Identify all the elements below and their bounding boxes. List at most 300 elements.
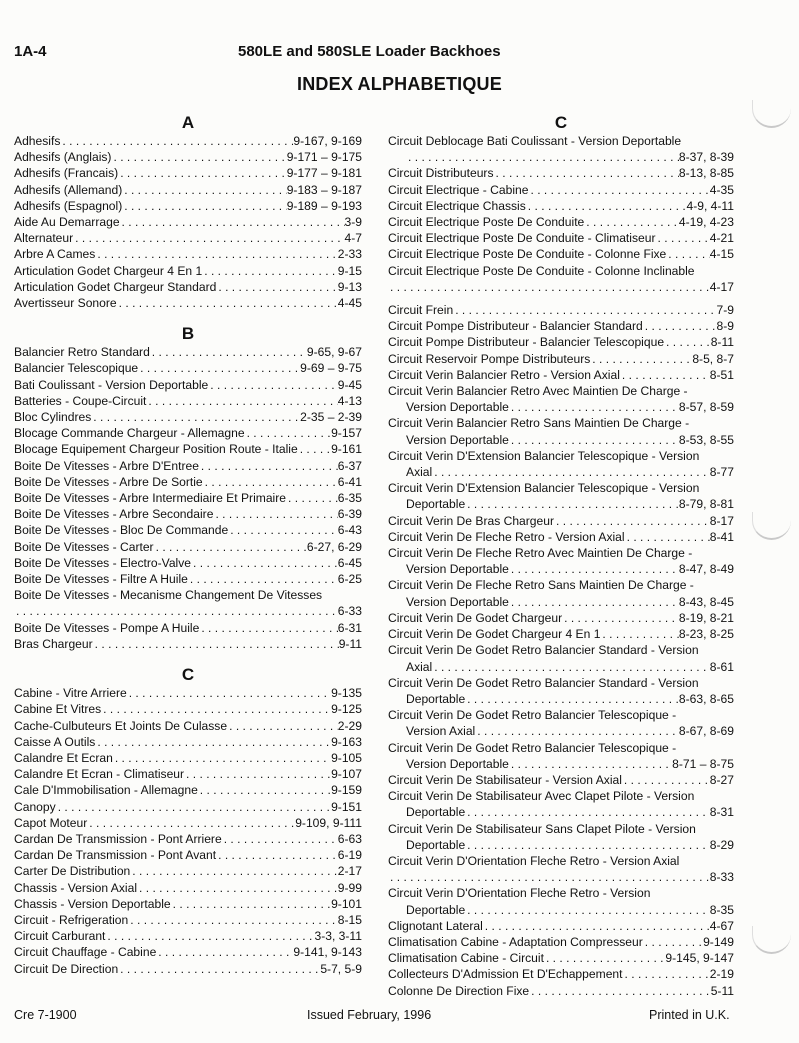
- index-entry-page: 8-15: [337, 912, 362, 927]
- index-entry-label: Circuit Verin De Fleche Retro - Version Axial: [388, 529, 625, 544]
- index-entry-page: 4-45: [337, 296, 362, 311]
- index-entry-label: Circuit Verin De Godet Chargeur: [388, 610, 563, 625]
- index-entry-label: Alternateur: [14, 231, 74, 246]
- dot-leader: [184, 766, 331, 782]
- index-entry-page: 8-77: [709, 465, 734, 480]
- dot-leader: [216, 279, 337, 295]
- dot-leader: [388, 869, 710, 885]
- index-entry: [388, 594, 734, 610]
- index-entry-page: 8-5, 8-7: [692, 351, 734, 366]
- dot-leader: [388, 279, 710, 295]
- dot-leader: [95, 734, 331, 750]
- dot-leader: [529, 983, 711, 999]
- index-entry-page: 9-11: [338, 636, 362, 651]
- index-entry-label: Axial: [406, 465, 433, 480]
- index-entry-wrapped: [388, 448, 734, 480]
- index-entry-page: 8-63, 8-65: [678, 691, 734, 706]
- index-entry-page: 9-101: [331, 896, 362, 911]
- dot-leader: [113, 750, 331, 766]
- index-entry-page: 4-7: [344, 231, 362, 246]
- index-entry: [14, 961, 362, 977]
- index-entry: [14, 133, 362, 149]
- index-entry-label: Adhesifs (Espagnol): [14, 198, 123, 213]
- index-entry: [14, 246, 362, 262]
- index-entry: [14, 441, 362, 457]
- index-entry-page: 8-19, 8-21: [678, 610, 734, 625]
- dot-leader: [509, 432, 679, 448]
- index-entry-page: 8-71 – 8-75: [672, 756, 734, 771]
- index-entry: [14, 425, 362, 441]
- index-entry-page: 6-31: [337, 620, 362, 635]
- index-entry-label: Circuit Verin Balancier Retro Sans Maintien De Charge -: [388, 416, 690, 431]
- index-entry: [388, 367, 734, 383]
- index-entry-page: 5-11: [710, 983, 734, 998]
- index-entry-label: Aide Au Demarrage: [14, 215, 120, 230]
- index-entry-label: Version Deportable: [406, 562, 509, 577]
- index-list-right-c: [388, 513, 734, 545]
- dot-leader: [222, 831, 338, 847]
- index-entry-wrapped: [388, 577, 734, 609]
- dot-leader: [95, 246, 337, 262]
- index-list-c: [14, 685, 362, 977]
- index-entry-page: 9-13: [337, 279, 362, 294]
- index-entry-label: Cale D'Immobilisation - Allemagne: [14, 783, 198, 798]
- index-entry-label: Version Deportable: [406, 756, 509, 771]
- index-entry-page: 8-33: [709, 870, 734, 885]
- index-entry-page: 8-53, 8-55: [678, 432, 734, 447]
- index-entry-page: 9-141, 9-143: [293, 945, 362, 960]
- index-entry-label: Circuit Verin Balancier Retro - Version Axial: [388, 367, 620, 382]
- index-entry-page: 9-105: [331, 750, 362, 765]
- dot-leader: [154, 539, 307, 555]
- dot-leader: [14, 603, 338, 619]
- index-entry-page: 8-79, 8-81: [678, 497, 734, 512]
- index-entry-page: 2-35 – 2-39: [300, 410, 362, 425]
- index-entry-label: Circuit Verin D'Extension Balancier Telescopique - Version: [388, 448, 700, 463]
- dot-leader: [664, 334, 711, 350]
- index-entry-label: Circuit De Direction: [14, 961, 119, 976]
- index-entry-label: Boite De Vitesses - Arbre D'Entree: [14, 458, 199, 473]
- index-entry: [14, 863, 362, 879]
- index-entry-label: Bras Chargeur: [14, 636, 93, 651]
- manual-title: 580LE and 580SLE Loader Backhoes: [238, 43, 501, 60]
- index-entry-label: Boite De Vitesses - Carter: [14, 539, 154, 554]
- index-entry-page: 9-135: [331, 686, 362, 701]
- dot-leader: [245, 425, 331, 441]
- index-entry-page: 9-69 – 9-75: [300, 361, 362, 376]
- index-entry: [388, 934, 734, 950]
- index-entry: [14, 944, 362, 960]
- index-entry-wrapped: [388, 821, 734, 853]
- index-entry-page: 6-25: [337, 572, 362, 587]
- index-entry-label: Batteries - Coupe-Circuit: [14, 393, 147, 408]
- index-list-right-a: [388, 165, 734, 262]
- index-entry: [14, 880, 362, 896]
- index-entry-label: Adhesifs: [14, 134, 61, 148]
- index-entry: [14, 896, 362, 912]
- dot-leader: [60, 133, 293, 149]
- index-entry: [388, 837, 734, 853]
- index-entry-page: 9-161: [331, 442, 362, 457]
- section-letter-b: B: [181, 324, 195, 344]
- index-entry: [14, 539, 362, 555]
- index-entry: [388, 626, 734, 642]
- index-entry: [388, 983, 734, 999]
- index-entry: [388, 772, 734, 788]
- dot-leader: [475, 723, 679, 739]
- index-entry: [14, 409, 362, 425]
- index-entry-label: Boite De Vitesses - Bloc De Commande: [14, 523, 229, 538]
- dot-leader: [465, 837, 710, 853]
- index-entry: [388, 691, 734, 707]
- index-entry-label: Circuit Frein: [388, 303, 454, 318]
- index-entry-label: Circuit Verin De Godet Retro Balancier Telescopique -: [388, 740, 677, 755]
- index-entry-label: Deportable: [406, 691, 466, 706]
- index-entry-label: Boite De Vitesses - Pompe A Huile: [14, 620, 200, 635]
- index-entry-label: Boite De Vitesses - Mecanisme Changement De Vitesses: [14, 588, 323, 603]
- index-entry-label: Circuit Pompe Distributeur - Balancier Standard: [388, 319, 643, 334]
- dot-leader: [203, 474, 338, 490]
- index-entry-label: Adhesifs (Francais): [14, 166, 119, 181]
- dot-leader: [118, 961, 320, 977]
- dot-leader: [656, 230, 710, 246]
- index-entry-label: Circuit Electrique - Cabine: [388, 182, 529, 197]
- index-entry-page: 6-35: [337, 491, 362, 506]
- index-entry-page: 4-15: [709, 247, 734, 262]
- dot-leader: [432, 659, 710, 675]
- index-entry: [14, 198, 362, 214]
- index-entry-page: 2-33: [337, 247, 362, 262]
- index-entry: [388, 496, 734, 512]
- index-entry-page: 4-35: [709, 182, 734, 197]
- index-entry: [14, 230, 362, 246]
- index-entry-label: Boite De Vitesses - Arbre Intermediaire Et Primaire: [14, 491, 286, 506]
- footer-code: Cre 7-1900: [14, 1008, 77, 1022]
- index-entry-page: 9-167, 9-169: [293, 134, 362, 148]
- index-entry: [14, 149, 362, 165]
- dot-leader: [465, 691, 679, 707]
- section-letter-c: C: [181, 665, 195, 685]
- index-entry: [14, 344, 362, 360]
- index-entry-label: Circuit Pompe Distributeur - Balancier Telescopique: [388, 335, 665, 350]
- dot-leader: [91, 409, 300, 425]
- index-entry: [388, 246, 734, 262]
- index-entry-wrapped: [388, 480, 734, 512]
- index-list-b: [14, 344, 362, 587]
- index-list-right-d: [388, 610, 734, 642]
- dot-leader: [544, 950, 665, 966]
- dot-leader: [509, 399, 679, 415]
- dot-leader: [625, 529, 710, 545]
- index-entry: [14, 571, 362, 587]
- index-entry: [14, 701, 362, 717]
- index-list-b2: [14, 620, 362, 652]
- index-entry-label: Circuit Verin De Godet Chargeur 4 En 1: [388, 627, 601, 642]
- dot-leader: [122, 198, 286, 214]
- section-letter-a: A: [181, 113, 195, 132]
- index-entry-page: 8-23, 8-25: [678, 627, 734, 642]
- index-entry: [14, 360, 362, 376]
- binder-hole: [752, 926, 791, 954]
- index-entry-label: Circuit Carburant: [14, 929, 106, 944]
- dot-leader: [198, 782, 331, 798]
- index-list-right-f: [388, 918, 734, 999]
- index-entry-label: Axial: [406, 659, 433, 674]
- index-entry-label: Calandre Et Ecran: [14, 750, 113, 765]
- index-entry-page: 9-107: [331, 767, 362, 782]
- dot-leader: [526, 198, 687, 214]
- dot-leader: [101, 701, 331, 717]
- index-entry: [388, 399, 734, 415]
- index-entry: [14, 782, 362, 798]
- index-entry-label: Climatisation Cabine - Circuit: [388, 951, 544, 966]
- index-entry: [388, 610, 734, 626]
- index-entry-page: 8-31: [709, 805, 734, 820]
- index-entry-page: 7-9: [716, 303, 734, 318]
- index-entry-label: Circuit Verin De Stabilisateur Sans Clapet Pilote - Version: [388, 821, 696, 836]
- index-entry: [388, 302, 734, 318]
- index-entry: [388, 561, 734, 577]
- index-entry-label: Colonne De Direction Fixe: [388, 983, 530, 998]
- index-entry-label: Version Deportable: [406, 594, 509, 609]
- index-entry-label: Capot Moteur: [14, 815, 88, 830]
- index-entry: [388, 334, 734, 350]
- index-entry: [388, 351, 734, 367]
- index-entry-wrapped: [388, 788, 734, 820]
- right-column: [388, 112, 734, 999]
- index-entry: [14, 750, 362, 766]
- index-entry: [388, 869, 734, 885]
- dot-leader: [620, 367, 710, 383]
- index-entry-page: 9-163: [331, 734, 362, 749]
- index-entry-page: 9-125: [331, 702, 362, 717]
- footer-issued: Issued February, 1996: [307, 1008, 432, 1022]
- index-entry: [14, 815, 362, 831]
- index-entry-page: 4-13: [337, 393, 362, 408]
- index-entry-label: Circuit Electrique Chassis: [388, 198, 526, 213]
- index-entry: [388, 318, 734, 334]
- index-entry: [388, 966, 734, 982]
- dot-leader: [590, 351, 692, 367]
- dot-leader: [120, 214, 345, 230]
- index-entry: [388, 902, 734, 918]
- dot-leader: [643, 318, 717, 334]
- index-entry-page: 5-7, 5-9: [320, 961, 362, 976]
- dot-leader: [465, 804, 710, 820]
- index-entry-label: Blocage Commande Chargeur - Allemagne: [14, 426, 245, 441]
- dot-leader: [286, 490, 338, 506]
- index-entry-page: 9-99: [337, 880, 362, 895]
- index-entry: [14, 685, 362, 701]
- index-entry-page: 8-9: [716, 319, 734, 334]
- index-entry-page: 4-9, 4-11: [686, 198, 734, 213]
- index-entry-label: Balancier Retro Standard: [14, 345, 150, 360]
- dot-leader: [93, 636, 339, 652]
- index-entry-label: Boite De Vitesses - Filtre A Huile: [14, 572, 188, 587]
- dot-leader: [228, 522, 338, 538]
- dot-leader: [298, 441, 331, 457]
- index-entry-label: Circuit Verin De Stabilisateur - Version Axial: [388, 772, 622, 787]
- index-entry-wrapped: [388, 642, 734, 674]
- index-entry-label: Circuit Reservoir Pompe Distributeurs: [388, 351, 591, 366]
- index-entry-label: Avertisseur Sonore: [14, 296, 117, 311]
- dot-leader: [127, 685, 331, 701]
- dot-leader: [465, 902, 710, 918]
- dot-leader: [128, 912, 338, 928]
- footer-printed: Printed in U.K.: [649, 1008, 730, 1022]
- index-entry-label: Boite De Vitesses - Arbre De Sortie: [14, 474, 203, 489]
- index-entry-label: Boite De Vitesses - Electro-Valve: [14, 555, 192, 570]
- index-entry-page: 2-19: [709, 967, 734, 982]
- index-entry: [14, 620, 362, 636]
- dot-leader: [584, 214, 679, 230]
- dot-leader: [87, 815, 295, 831]
- dot-leader: [122, 182, 286, 198]
- index-entry: [388, 950, 734, 966]
- index-entry-label: Bati Coulissant - Version Deportable: [14, 377, 209, 392]
- dot-leader: [130, 863, 338, 879]
- index-entry: [388, 513, 734, 529]
- index-list-right-b: [388, 302, 734, 383]
- index-entry-label: Chassis - Version Axial: [14, 880, 138, 895]
- index-entry-label: Circuit Electrique Poste De Conduite - Colonne Inclinable: [388, 263, 695, 278]
- index-entry-label: Canopy: [14, 799, 56, 814]
- dot-leader: [117, 295, 338, 311]
- index-entry-page: 6-33: [337, 604, 362, 619]
- index-entry-page: 8-41: [709, 529, 734, 544]
- index-entry-label: Chassis - Version Deportable: [14, 896, 171, 911]
- index-entry-page: 6-27, 6-29: [306, 539, 362, 554]
- index-entry-page: 9-159: [331, 783, 362, 798]
- index-entry: [14, 506, 362, 522]
- index-entry-label: Cabine - Vitre Arriere: [14, 686, 127, 701]
- index-entry-label: Clignotant Lateral: [388, 918, 483, 933]
- dot-leader: [227, 718, 338, 734]
- index-entry-label: Cardan De Transmission - Pont Arriere: [14, 831, 222, 846]
- index-entry-page: 6-19: [337, 848, 362, 863]
- index-entry-page: 8-35: [709, 902, 734, 917]
- index-entry-page: 9-177 – 9-181: [286, 166, 362, 181]
- index-entry-label: Circuit Verin De Fleche Retro Sans Maintien De Charge -: [388, 578, 694, 593]
- index-entry-label: Version Axial: [406, 724, 476, 739]
- index-entry: [14, 377, 362, 393]
- dot-leader: [191, 555, 338, 571]
- index-entry: [14, 734, 362, 750]
- dot-leader: [509, 561, 679, 577]
- dot-leader: [528, 182, 709, 198]
- index-entry: [14, 799, 362, 815]
- dot-leader: [188, 571, 338, 587]
- index-entry-page: 9-183 – 9-187: [286, 182, 362, 197]
- index-entry: [388, 279, 734, 295]
- index-entry-page: 8-61: [709, 659, 734, 674]
- index-entry-label: Cache-Culbuteurs Et Joints De Culasse: [14, 718, 228, 733]
- index-entry-label: Circuit Verin De Godet Retro Balancier Standard - Version: [388, 675, 699, 690]
- index-entry-page: 4-17: [709, 279, 734, 294]
- dot-leader: [171, 896, 331, 912]
- index-entry-label: Circuit Verin De Stabilisateur Avec Clapet Pilote - Version: [388, 789, 695, 804]
- index-entry-page: 8-17: [709, 513, 734, 528]
- index-entry-page: 8-29: [709, 837, 734, 852]
- index-entry-label: Circuit Verin D'Orientation Fleche Retro - Version: [388, 886, 651, 901]
- index-entry: [388, 230, 734, 246]
- index-entry-label: Circuit Verin Balancier Retro Avec Maintien De Charge -: [388, 384, 688, 399]
- index-entry: [388, 804, 734, 820]
- index-entry-wrapped: [388, 415, 734, 447]
- index-entry: [14, 393, 362, 409]
- dot-leader: [509, 594, 679, 610]
- index-entry-page: 8-27: [709, 772, 734, 787]
- index-entry-page: 8-57, 8-59: [678, 400, 734, 415]
- dot-leader: [406, 149, 679, 165]
- index-entry-page: 9-45: [337, 377, 362, 392]
- index-entry-label: Climatisation Cabine - Adaptation Compresseur: [388, 934, 643, 949]
- index-entry-label: Articulation Godet Chargeur Standard: [14, 279, 217, 294]
- index-entry-label: Version Deportable: [406, 432, 509, 447]
- index-entry-label: Blocage Equipement Chargeur Position Route - Italie: [14, 442, 298, 457]
- index-entry-label: Arbre A Cames: [14, 247, 96, 262]
- index-entry-label: Bloc Cylindres: [14, 410, 92, 425]
- index-entry-page: 8-13, 8-85: [678, 166, 734, 181]
- dot-leader: [432, 464, 710, 480]
- index-entry-label: Caisse A Outils: [14, 734, 96, 749]
- section-letter-c-continued: C: [554, 113, 568, 132]
- index-entry-label: Adhesifs (Anglais): [14, 150, 112, 165]
- index-entry: [14, 165, 362, 181]
- dot-leader: [208, 377, 338, 393]
- index-entry-page: 6-43: [337, 523, 362, 538]
- index-entry-label: Collecteurs D'Admission Et D'Echappement: [388, 967, 623, 982]
- index-entry-label: Balancier Telescopique: [14, 361, 139, 376]
- dot-leader: [622, 772, 710, 788]
- dot-leader: [137, 880, 338, 896]
- index-entry-label: Carter De Distribution: [14, 864, 131, 879]
- dot-leader: [202, 263, 338, 279]
- index-entry-page: 8-47, 8-49: [678, 562, 734, 577]
- index-entry-label: Circuit Electrique Poste De Conduite - Colonne Fixe: [388, 247, 667, 262]
- index-entry-page: 9-189 – 9-193: [286, 198, 362, 213]
- dot-leader: [138, 360, 300, 376]
- index-entry: [14, 474, 362, 490]
- index-entry-page: 9-171 – 9-175: [286, 150, 362, 165]
- index-entry-page: 6-39: [337, 507, 362, 522]
- index-entry: [14, 831, 362, 847]
- index-entry: [14, 636, 362, 652]
- binder-hole: [752, 100, 791, 128]
- dot-leader: [150, 344, 307, 360]
- index-entry: [388, 182, 734, 198]
- dot-leader: [156, 944, 293, 960]
- index-entry-page: 4-67: [709, 918, 734, 933]
- index-entry-wrapped: [388, 383, 734, 415]
- index-entry-label: Circuit Verin De Godet Retro Balancier Telescopique -: [388, 708, 677, 723]
- index-entry: [14, 928, 362, 944]
- index-entry-label: Cabine Et Vitres: [14, 702, 102, 717]
- index-entry-page: 9-15: [337, 263, 362, 278]
- index-entry-page: 3-9: [344, 215, 362, 230]
- index-entry-label: Circuit Electrique Poste De Conduite - Climatiseur: [388, 231, 656, 246]
- index-entry: [14, 522, 362, 538]
- index-entry: [14, 718, 362, 734]
- index-entry-wrapped: [388, 885, 734, 917]
- index-entry: [388, 165, 734, 181]
- index-entry-wrapped: [388, 740, 734, 772]
- dot-leader: [483, 918, 710, 934]
- index-entry-label: Circuit Verin De Godet Retro Balancier Standard - Version: [388, 643, 699, 658]
- index-title: INDEX ALPHABETIQUE: [297, 74, 502, 94]
- index-entry-label: Circuit Chauffage - Cabine: [14, 945, 157, 960]
- index-entry: [14, 555, 362, 571]
